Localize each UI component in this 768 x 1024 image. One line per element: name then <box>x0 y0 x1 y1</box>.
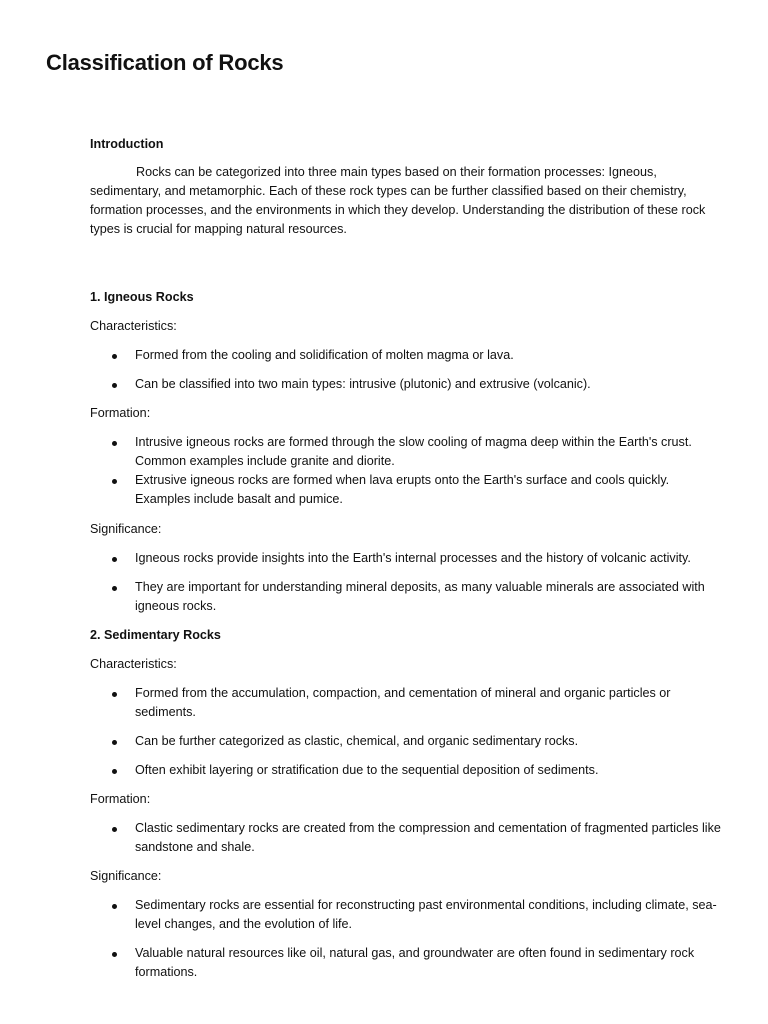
list-item <box>90 896 722 934</box>
list-item <box>90 761 722 780</box>
igneous-significance-label: Significance: <box>90 522 162 536</box>
list-item-text: Extrusive igneous rocks are formed when lava erupts onto the Earth's surface and cools quickly. Examples include basalt and pumice. <box>135 473 670 506</box>
bullet-icon <box>112 740 117 745</box>
list-item-text: Often exhibit layering or stratification due to the sequential deposition of sediments. <box>135 763 599 777</box>
bullet-icon <box>112 383 117 388</box>
list-item <box>90 549 722 568</box>
sedimentary-characteristics-label: Characteristics: <box>90 657 177 671</box>
list-item-text: Can be classified into two main types: intrusive (plutonic) and extrusive (volcanic). <box>135 377 591 391</box>
sedimentary-significance-label: Significance: <box>90 869 162 883</box>
list-item <box>90 578 722 616</box>
bullet-icon <box>112 441 117 446</box>
list-item-text: Formed from the cooling and solidification of molten magma or lava. <box>135 348 514 362</box>
bullet-icon <box>112 769 117 774</box>
introduction-heading: Introduction <box>90 137 164 151</box>
sedimentary-heading: 2. Sedimentary Rocks <box>90 628 221 642</box>
sedimentary-significance-list <box>90 896 722 982</box>
list-item <box>90 684 722 722</box>
list-item-text: Intrusive igneous rocks are formed through the slow cooling of magma deep within the Earth's crust. Common examples include granite and diorite. <box>135 435 692 468</box>
bullet-icon <box>112 904 117 909</box>
list-item <box>90 433 722 471</box>
bullet-icon <box>112 557 117 562</box>
bullet-icon <box>112 827 117 832</box>
list-item <box>90 819 722 857</box>
list-item-text: Valuable natural resources like oil, natural gas, and groundwater are often found in sedimentary rock formations. <box>135 946 695 979</box>
igneous-formation-label: Formation: <box>90 406 151 420</box>
list-item-text: Can be further categorized as clastic, chemical, and organic sedimentary rocks. <box>135 734 579 748</box>
list-item <box>90 346 722 365</box>
igneous-characteristics-list <box>90 346 722 394</box>
list-item-text: Sedimentary rocks are essential for reconstructing past environmental conditions, including climate, sea-level changes, and the evolution of life. <box>135 898 717 931</box>
igneous-heading: 1. Igneous Rocks <box>90 290 194 304</box>
bullet-icon <box>112 692 117 697</box>
bullet-icon <box>112 586 117 591</box>
list-item-text: They are important for understanding mineral deposits, as many valuable minerals are associated with igneous rocks. <box>135 580 705 613</box>
list-item <box>90 375 722 394</box>
sedimentary-characteristics-list <box>90 684 722 780</box>
list-item <box>90 732 722 751</box>
list-item-text: Igneous rocks provide insights into the Earth's internal processes and the history of volcanic activity. <box>135 551 691 565</box>
bullet-icon <box>112 479 117 484</box>
bullet-icon <box>112 952 117 957</box>
document-body <box>90 135 722 982</box>
igneous-formation-list <box>90 433 722 509</box>
page-title: Classification of Rocks <box>46 50 284 75</box>
introduction-paragraph: Rocks can be categorized into three main types based on their formation processes: Igneous, sedimentary, and metamorphic. Each of these rock types can be further classified based on their chemistry, formation processes, and the environments in which they develop. Understanding the distribution of these rock types is crucial for mapping natural resources. <box>90 165 706 236</box>
list-item <box>90 471 722 509</box>
list-item <box>90 944 722 982</box>
bullet-icon <box>112 354 117 359</box>
igneous-characteristics-label: Characteristics: <box>90 319 177 333</box>
sedimentary-formation-label: Formation: <box>90 792 151 806</box>
igneous-significance-list <box>90 549 722 616</box>
list-item-text: Clastic sedimentary rocks are created from the compression and cementation of fragmented particles like sandstone and shale. <box>135 821 721 854</box>
list-item-text: Formed from the accumulation, compaction, and cementation of mineral and organic particles or sediments. <box>135 686 671 719</box>
sedimentary-formation-list <box>90 819 722 857</box>
